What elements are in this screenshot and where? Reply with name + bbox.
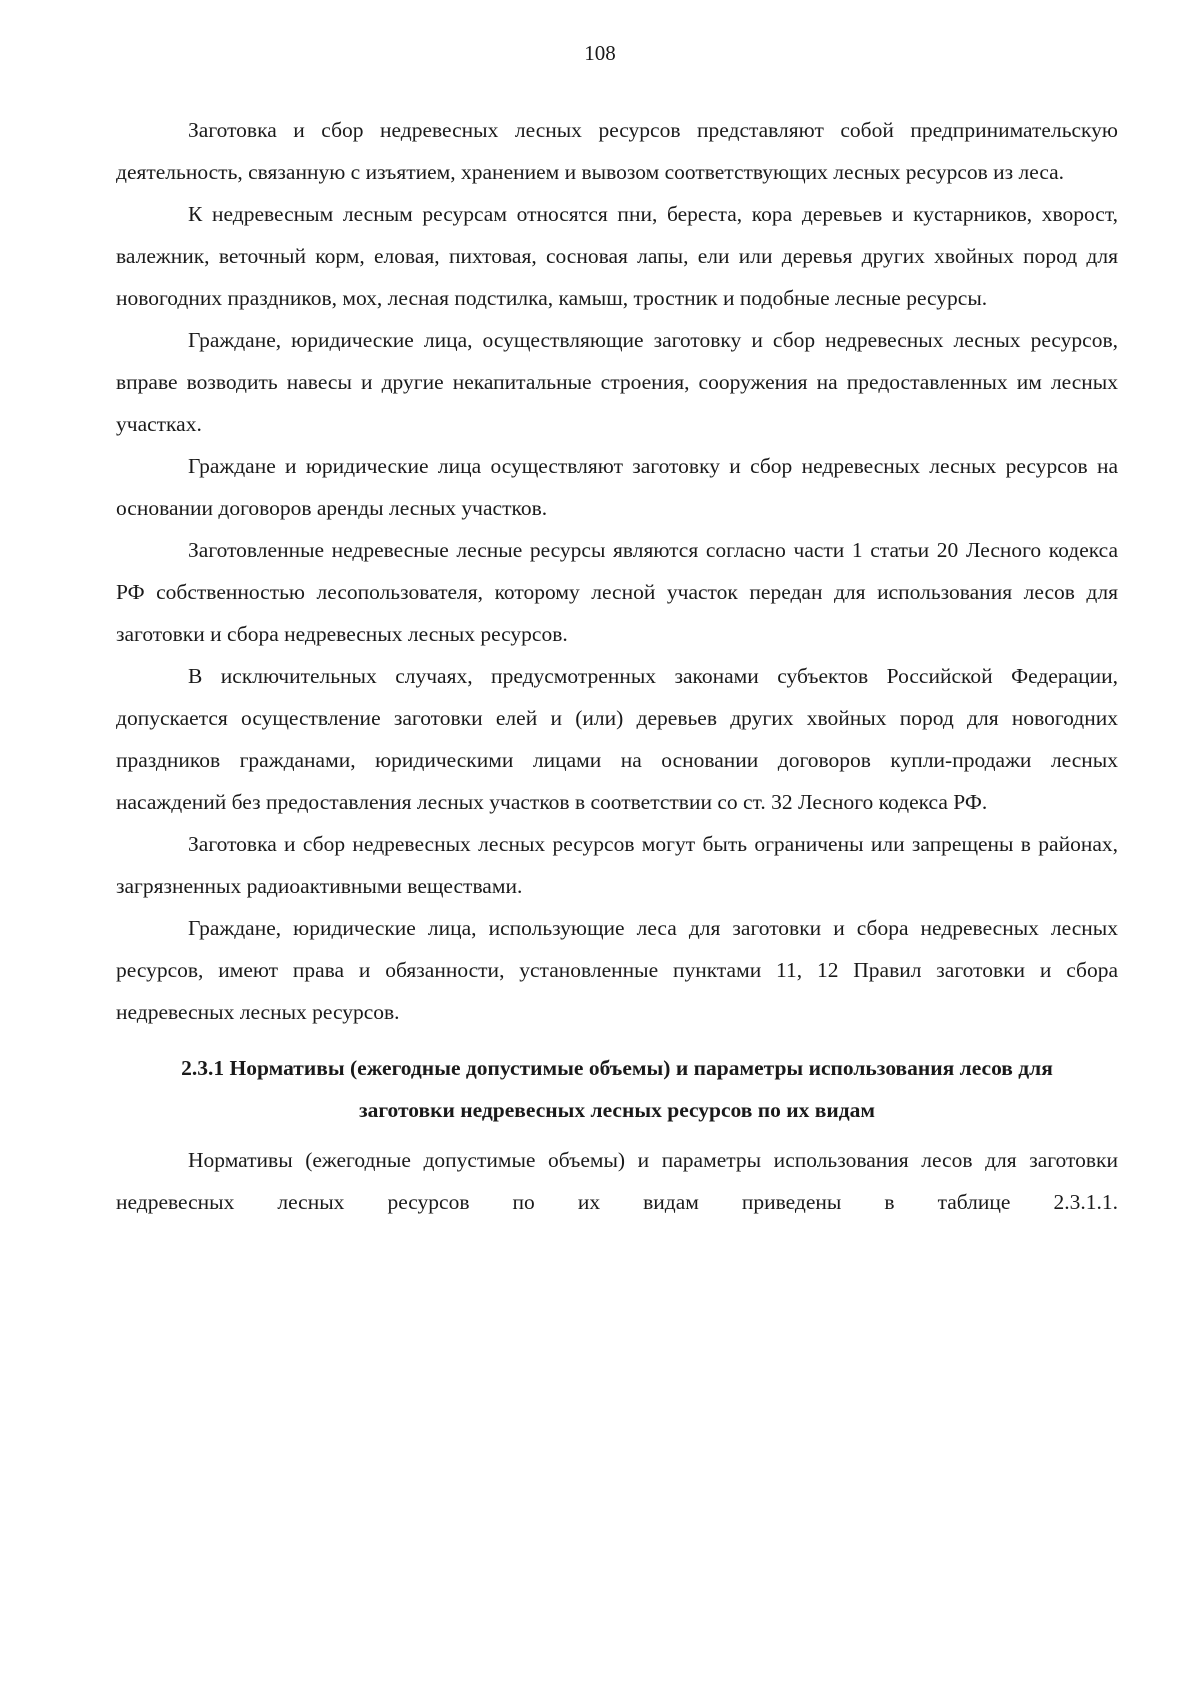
paragraph-6: В исключительных случаях, предусмотренных законами субъектов Российской Федерации, допускается осуществление заготовки елей и (или) деревьев других хвойных пород для новогодних праздников гражданами, юридическими лицами на основании договоров купли-продажи лесных насаждений без предоставления лесных участков в соответствии со ст. 32 Лесного кодекса РФ. — [116, 664, 1118, 814]
paragraph-table-reference: Нормативы (ежегодные допустимые объемы) и параметры использования лесов для заготовки недревесных лесных ресурсов по их видам приведены в таблице 2.3.1.1. — [116, 1148, 1118, 1214]
paragraph-8: Граждане, юридические лица, использующие леса для заготовки и сбора недревесных лесных ресурсов, имеют права и обязанности, установленные пунктами 11, 12 Правил заготовки и сбора недревесных лесных ресурсов. — [116, 916, 1118, 1024]
paragraph-7: Заготовка и сбор недревесных лесных ресурсов могут быть ограничены или запрещены в районах, загрязненных радиоактивными веществами. — [116, 832, 1118, 898]
document-body — [116, 109, 1118, 1223]
paragraph-1: Заготовка и сбор недревесных лесных ресурсов представляют собой предпринимательскую деятельность, связанную с изъятием, хранением и вывозом соответствующих лесных ресурсов из леса. — [116, 118, 1118, 184]
paragraph-2: К недревесным лесным ресурсам относятся пни, береста, кора деревьев и кустарников, хворост, валежник, веточный корм, еловая, пихтовая, сосновая лапы, ели или деревья других хвойных пород для новогодних праздников, мох, лесная подстилка, камыш, тростник и подобные лесные ресурсы. — [116, 202, 1118, 310]
paragraph-3: Граждане, юридические лица, осуществляющие заготовку и сбор недревесных лесных ресурсов, вправе возводить навесы и другие некапитальные строения, сооружения на предоставленных им лесных участках. — [116, 328, 1118, 436]
paragraph-4: Граждане и юридические лица осуществляют заготовку и сбор недревесных лесных ресурсов на основании договоров аренды лесных участков. — [116, 454, 1118, 520]
section-heading: 2.3.1 Нормативы (ежегодные допустимые объемы) и параметры использования лесов для заготовки недревесных лесных ресурсов по их видам — [181, 1056, 1053, 1122]
paragraph-5: Заготовленные недревесные лесные ресурсы являются согласно части 1 статьи 20 Лесного кодекса РФ собственностью лесопользователя, которому лесной участок передан для использования лесов для заготовки и сбора недревесных лесных ресурсов. — [116, 538, 1118, 646]
page-number: 108 — [584, 41, 616, 65]
